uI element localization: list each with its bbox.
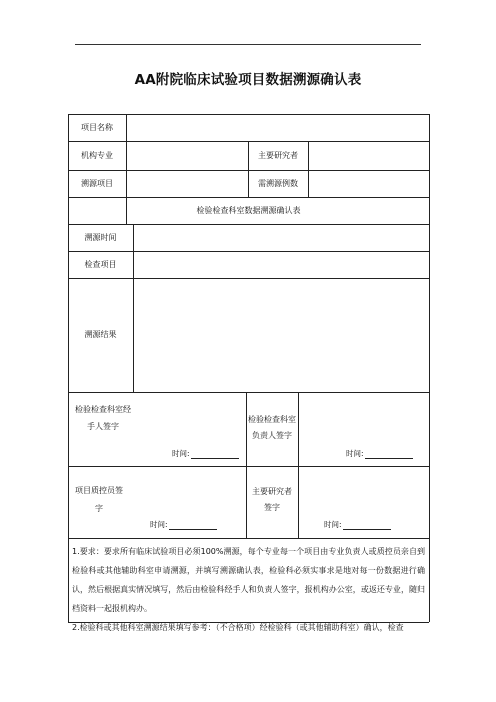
pi-signature-label: 主要研究者签字	[252, 487, 292, 512]
time-blank	[169, 521, 217, 530]
principal-investigator-label: 主要研究者	[258, 150, 298, 160]
lab-handler-time[interactable]	[172, 448, 239, 459]
institution-specialty-field[interactable]	[126, 141, 248, 170]
project-name-field[interactable]	[126, 114, 429, 141]
exam-items-field[interactable]	[133, 251, 429, 278]
qc-officer-time[interactable]	[150, 519, 217, 530]
exam-items-label: 检查项目	[84, 259, 117, 269]
time-blank	[343, 521, 391, 530]
trace-time-field[interactable]	[133, 224, 429, 251]
time-blank	[365, 450, 413, 459]
time-label: 时间:	[346, 449, 364, 458]
trace-form-table	[68, 114, 429, 632]
trace-time-label: 溯源时间	[84, 232, 117, 242]
notes-block	[72, 542, 425, 637]
trace-items-field[interactable]	[126, 170, 248, 197]
note-item: 2.检验科或其他科室溯源结果填写参考：（不合格项）经检验科（或其他辅助科室）确认，检查	[72, 623, 404, 632]
project-name-label: 项目名称	[81, 122, 113, 132]
document-title: AA附院临床试验项目数据溯源确认表	[134, 72, 362, 88]
trace-items-label: 溯源项目	[81, 178, 113, 188]
trace-result-label: 溯源结果	[84, 330, 117, 340]
trace-case-count-field[interactable]	[308, 170, 429, 197]
trace-result-field[interactable]	[133, 278, 429, 392]
header-rule	[75, 44, 421, 45]
qc-officer-signature-label: 项目质控员签字	[75, 486, 123, 513]
institution-specialty-label: 机构专业	[81, 150, 113, 160]
time-label: 时间:	[150, 520, 168, 529]
trace-case-count-label: 需溯源例数	[258, 178, 298, 188]
lab-handler-signature-label: 检验检查科室经手人签字	[75, 405, 131, 431]
note-item: 1.要求：要求所有临床试验项目必须100%溯源，每个专业每一个项目由专业负责人或质控员亲自到检验科或其他辅助科室申请溯源，并填写溯源确认表，检验科必须实事求是地对每一份数据进行确认，然后根据真实情况填写，然后由检验科经手人和负责人签字，报机构办公室，或返还专业，随归档资料一起报机构办。	[72, 547, 425, 613]
time-label: 时间:	[172, 449, 190, 458]
lab-head-signature-label: 检验检查科室负责人签字	[248, 415, 296, 440]
time-label: 时间:	[324, 520, 342, 529]
lab-head-time[interactable]	[346, 448, 413, 459]
principal-investigator-field[interactable]	[308, 141, 429, 170]
pi-time[interactable]	[324, 519, 391, 530]
section-title: 检验检查科室数据溯源确认表	[196, 205, 301, 215]
time-blank	[191, 450, 239, 459]
